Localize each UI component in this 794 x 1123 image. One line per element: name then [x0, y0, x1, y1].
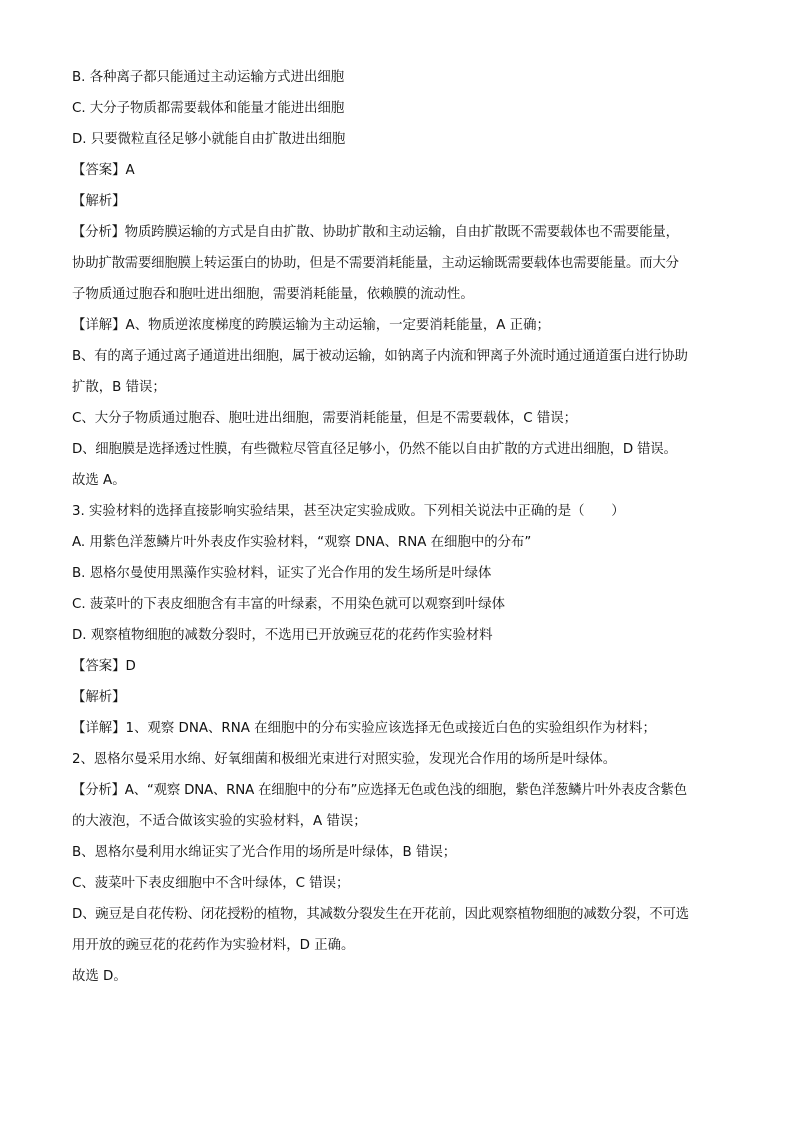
q3-option-d: D. 观察植物细胞的减数分裂时，不选用已开放豌豆花的花药作实验材料	[72, 628, 493, 643]
q3-xiangjie-line-1: 【详解】1、观察 DNA、RNA 在细胞中的分布实验应该选择无色或接近白色的实验组织作为材料；	[72, 721, 656, 736]
q2-option-c: C. 大分子物质都需要载体和能量才能进出细胞	[72, 101, 345, 116]
q3-fenxi-line-6: 用开放的豌豆花的花药作为实验材料，D 正确。	[72, 938, 355, 953]
q3-conclusion: 故选 D。	[72, 969, 127, 984]
q2-option-b: B. 各种离子都只能通过主动运输方式进出细胞	[72, 70, 345, 85]
q3-option-b: B. 恩格尔曼使用黑藻作实验材料，证实了光合作用的发生场所是叶绿体	[72, 566, 492, 581]
q3-fenxi-line-2: 的大液泡，不适合做该实验的实验材料，A 错误；	[72, 814, 367, 829]
q3-fenxi-line-3: B、恩格尔曼利用水绵证实了光合作用的场所是叶绿体，B 错误；	[72, 845, 457, 860]
q2-xiangjie-line-5: D、细胞膜是选择透过性膜，有些微粒尽管直径足够小，仍然不能以自由扩散的方式进出细胞，D 错误。	[72, 442, 677, 457]
q2-fenxi-line-2: 协助扩散需要细胞膜上转运蛋白的协助，但是不需要消耗能量，主动运输既需要载体也需要能量。而大分	[72, 256, 679, 271]
q3-fenxi-line-4: C、菠菜叶下表皮细胞中不含叶绿体，C 错误；	[72, 876, 350, 891]
q3-fenxi-line-5: D、豌豆是自花传粉、闭花授粉的植物，其减数分裂发生在开花前，因此观察植物细胞的减数分裂，不可选	[72, 907, 689, 922]
document-page	[72, 62, 732, 992]
q3-fenxi-line-1: 【分析】A、“观察 DNA、RNA 在细胞中的分布”应选择无色或色浅的细胞，紫色洋葱鳞片叶外表皮含紫色	[72, 783, 687, 798]
q3-xiangjie-line-2: 2、恩格尔曼采用水绵、好氧细菌和极细光束进行对照实验，发现光合作用的场所是叶绿体。	[72, 752, 617, 767]
q3-option-c: C. 菠菜叶的下表皮细胞含有丰富的叶绿素，不用染色就可以观察到叶绿体	[72, 597, 505, 612]
q3-analysis-heading: 【解析】	[72, 690, 126, 705]
q2-answer: 【答案】A	[72, 163, 135, 178]
q2-option-d: D. 只要微粒直径足够小就能自由扩散进出细胞	[72, 132, 346, 147]
q3-option-a: A. 用紫色洋葱鳞片叶外表皮作实验材料，“观察 DNA、RNA 在细胞中的分布”	[72, 535, 532, 550]
q2-xiangjie-line-2: B、有的离子通过离子通道进出细胞，属于被动运输，如钠离子内流和钾离子外流时通过通道蛋白进行协助	[72, 349, 688, 364]
q2-fenxi-line-1: 【分析】物质跨膜运输的方式是自由扩散、协助扩散和主动运输，自由扩散既不需要载体也不需要能量，	[72, 225, 679, 240]
q3-answer: 【答案】D	[72, 659, 136, 674]
q2-xiangjie-line-4: C、大分子物质通过胞吞、胞吐进出细胞，需要消耗能量，但是不需要载体，C 错误；	[72, 411, 578, 426]
q3-stem: 3. 实验材料的选择直接影响实验结果，甚至决定实验成败。下列相关说法中正确的是（ ）	[72, 504, 625, 519]
q2-fenxi-line-3: 子物质通过胞吞和胞吐进出细胞，需要消耗能量，依赖膜的流动性。	[72, 287, 474, 302]
q2-analysis-heading: 【解析】	[72, 194, 126, 209]
q2-xiangjie-line-1: 【详解】A、物质逆浓度梯度的跨膜运输为主动运输，一定要消耗能量，A 正确；	[72, 318, 550, 333]
q2-conclusion: 故选 A。	[72, 473, 126, 488]
q2-xiangjie-line-3: 扩散，B 错误；	[72, 380, 166, 395]
